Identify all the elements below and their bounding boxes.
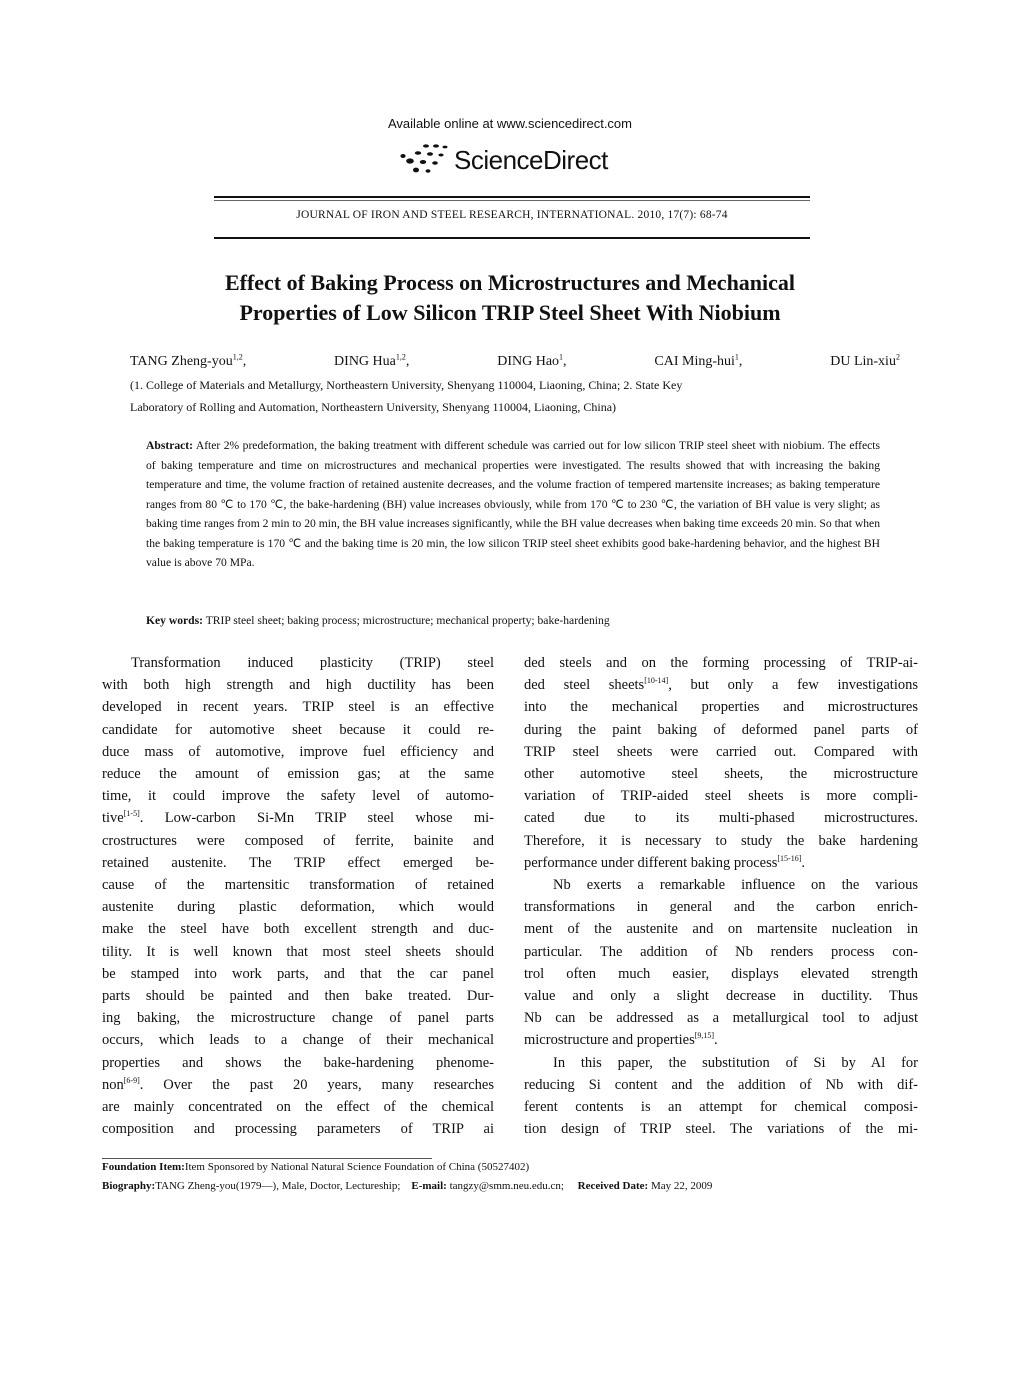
body-line	[524, 852, 918, 874]
body-line	[524, 1007, 918, 1029]
body-line	[102, 741, 494, 763]
body-text: .	[714, 1032, 718, 1049]
body-text: particular. The addition of Nb renders process con-	[524, 943, 918, 960]
author-3	[497, 354, 566, 370]
body-text: cated due to its multi-phased microstructures.	[524, 810, 918, 827]
body-text: reduce the amount of emission gas; at the same	[102, 766, 494, 783]
body-line	[524, 1074, 918, 1096]
body-line	[102, 941, 494, 963]
body-line	[524, 1052, 918, 1074]
body-text: are mainly concentrated on the effect of the chemical	[102, 1099, 494, 1116]
body-line	[524, 830, 918, 852]
body-text: austenite during plastic deformation, which would	[102, 899, 494, 916]
citation-ref: [10-14]	[644, 676, 669, 686]
body-line	[524, 785, 918, 807]
body-text: . Over the past 20 years, many researches	[139, 1076, 494, 1093]
keywords	[146, 614, 880, 627]
body-line	[102, 852, 494, 874]
body-text: properties and shows the bake-hardening phenome-	[102, 1054, 494, 1071]
body-text: candidate for automotive sheet because it could re-	[102, 721, 494, 738]
body-text: Nb exerts a remarkable influence on the various	[553, 877, 918, 894]
body-line	[524, 985, 918, 1007]
author-affiliation-mark: 1,2	[232, 352, 243, 362]
body-text: crostructures were composed of ferrite, bainite and	[102, 832, 494, 849]
body-line	[524, 963, 918, 985]
email-label: E-mail:	[411, 1180, 447, 1192]
body-line	[102, 985, 494, 1007]
body-text: . Low-carbon Si-Mn TRIP steel whose mi-	[139, 810, 494, 827]
body-text: make the steel have both excellent strength and duc-	[102, 921, 494, 938]
body-text: occurs, which leads to a change of their mechanical	[102, 1032, 494, 1049]
body-text: value and only a slight decrease in ductility. Thus	[524, 988, 918, 1005]
body-text: with both high strength and high ductility has been	[102, 677, 494, 694]
title-line-2: Properties of Low Silicon TRIP Steel Sheet With Niobium	[239, 300, 781, 325]
body-text: In this paper, the substitution of Si by Al for	[553, 1054, 918, 1071]
body-text: trol often much easier, displays elevated strength	[524, 965, 918, 982]
body-text: performance under different baking process	[524, 854, 778, 871]
body-text: ded steel sheets	[524, 677, 645, 694]
body-line	[102, 1052, 494, 1074]
body-line	[524, 763, 918, 785]
biography-text: TANG Zheng-you(1979—), Male, Doctor, Lectureship;	[155, 1180, 401, 1192]
body-text: tion design of TRIP steel. The variations of the mi-	[524, 1121, 918, 1138]
body-line	[102, 763, 494, 785]
affiliation-line-2: Laboratory of Rolling and Automation, Northeastern University, Shenyang 110004, Liaoning, China)	[130, 400, 617, 414]
body-line	[524, 918, 918, 940]
body-text: parts should be painted and then bake treated. Dur-	[102, 988, 494, 1005]
body-text: ment of the austenite and on martensite nucleation in	[524, 921, 918, 938]
body-text: other automotive steel sheets, the microstructure	[524, 766, 918, 783]
citation-ref: [1-5]	[123, 809, 140, 819]
body-line	[102, 696, 494, 718]
header-rule-top	[214, 196, 810, 198]
title-line-1: Effect of Baking Process on Microstructures and Mechanical	[224, 270, 796, 295]
body-text: ferent contents is an attempt for chemical composi-	[524, 1099, 918, 1116]
available-online-line: Available online at www.sciencedirect.com	[388, 116, 632, 131]
body-text: reducing Si content and the addition of Nb with dif-	[524, 1076, 918, 1093]
author-affiliation-mark: 2	[895, 352, 900, 362]
body-text: TRIP steel sheets were carried out. Compared with	[524, 743, 918, 760]
body-line	[524, 941, 918, 963]
body-text: transformations in general and the carbon enrich-	[524, 899, 918, 916]
sciencedirect-dots-icon	[396, 142, 452, 178]
body-line	[102, 674, 494, 696]
body-line	[524, 1096, 918, 1118]
body-line	[524, 896, 918, 918]
paper-title	[110, 268, 910, 328]
body-line	[102, 807, 494, 829]
body-column-left	[102, 652, 494, 1140]
body-line	[524, 874, 918, 896]
footnote-rule	[102, 1158, 432, 1159]
author-name: CAI Ming-hui	[654, 354, 735, 369]
body-text: ing baking, the microstructure change of panel parts	[102, 1010, 494, 1027]
body-text: ded steels and on the forming processing of TRIP-ai-	[524, 655, 918, 671]
author-name: DING Hao	[497, 354, 560, 369]
body-text: Therefore, it is necessary to study the bake hardening	[524, 832, 918, 849]
body-line	[102, 918, 494, 940]
body-text: .	[801, 854, 805, 871]
body-line	[524, 674, 918, 696]
body-line	[524, 1118, 918, 1140]
body-line	[524, 652, 918, 674]
author-affiliation-mark: 1,2	[395, 352, 406, 362]
body-text: time, it could improve the safety level of automo-	[102, 788, 494, 805]
sciencedirect-logo	[396, 140, 636, 184]
body-line	[102, 652, 494, 674]
author-name: DU Lin-xiu	[830, 354, 896, 369]
body-line	[102, 963, 494, 985]
body-text: duce mass of automotive, improve fuel efficiency and	[102, 743, 494, 760]
body-line	[102, 874, 494, 896]
body-text: , but only a few investigations	[668, 677, 918, 694]
footnote-biography	[102, 1180, 712, 1192]
author-2	[334, 354, 409, 370]
body-text: tive	[102, 810, 124, 827]
body-line	[524, 807, 918, 829]
body-text: retained austenite. The TRIP effect emerged be-	[102, 854, 494, 871]
footnote-foundation	[102, 1161, 529, 1173]
citation-ref: [15-16]	[777, 854, 802, 863]
abstract-text: After 2% predeformation, the baking treatment with different schedule was carried out for low silicon TRIP steel sheet with niobium. The effects of baking temperature and time on microstructures and mechanical properties were investigated. The results showed that with increasing the baking temperature and time, the volume fraction of retained austenite decreases, and the volume fraction of tempered martensite increases; as baking temperature ranges from 80 ℃ to 170 ℃, the bake-hardening (BH) value increases obviously, while from 170 ℃ to 230 ℃, the variation of BH value is very slight; as baking time ranges from 2 min to 20 min, the BH value increases significantly, while the BH value decreases when baking time exceeds 20 min. So that when the baking temperature is 170 ℃ and the baking time is 20 min, the low silicon TRIP steel sheet exhibits good bake-hardening behavior, and the highest BH value is above 70 MPa.	[146, 439, 880, 569]
header-rule-bottom	[214, 237, 810, 239]
author-name: DING Hua	[334, 354, 396, 369]
body-line	[102, 1029, 494, 1051]
author-separator: ,	[242, 354, 247, 369]
body-line	[102, 1096, 494, 1118]
author-separator: ,	[738, 354, 743, 369]
body-text: microstructure and properties	[524, 1032, 695, 1049]
citation-ref: [9,15]	[694, 1031, 715, 1041]
foundation-text: Item Sponsored by National Natural Science Foundation of China (50527402)	[184, 1161, 530, 1173]
author-affiliation-mark: 1	[734, 352, 739, 362]
received-text: May 22, 2009	[650, 1180, 713, 1192]
body-text: cause of the martensitic transformation of retained	[102, 877, 494, 894]
body-text: tility. It is well known that most steel sheets should	[102, 943, 494, 960]
author-1	[130, 354, 246, 370]
author-5	[830, 354, 900, 370]
affiliation-line-1: (1. College of Materials and Metallurgy, Northeastern University, Shenyang 110004, Liaoning, China; 2. State Key	[130, 378, 683, 392]
body-line	[102, 830, 494, 852]
keywords-label: Key words:	[146, 614, 203, 627]
body-line	[102, 896, 494, 918]
body-line	[102, 785, 494, 807]
author-4	[654, 354, 742, 370]
body-line	[524, 1029, 918, 1051]
abstract	[146, 436, 880, 573]
author-affiliation-mark: 1	[559, 352, 564, 362]
body-text: Nb can be addressed as a metallurgical tool to adjust	[524, 1010, 918, 1027]
foundation-label: Foundation Item:	[102, 1161, 185, 1173]
body-line	[102, 1007, 494, 1029]
email-text: tangzy@smm.neu.edu.cn;	[449, 1180, 564, 1192]
body-line	[102, 1118, 494, 1140]
journal-citation: JOURNAL OF IRON AND STEEL RESEARCH, INTERNATIONAL. 2010, 17(7): 68-74	[296, 209, 728, 221]
author-separator: ,	[405, 354, 410, 369]
body-text: into the mechanical properties and microstructures	[524, 699, 918, 716]
body-line	[102, 719, 494, 741]
author-name: TANG Zheng-you	[130, 354, 233, 369]
body-text: non	[102, 1076, 124, 1093]
body-column-right	[524, 652, 918, 1140]
abstract-label: Abstract:	[146, 439, 194, 452]
keywords-text: TRIP steel sheet; baking process; microstructure; mechanical property; bake-hardening	[203, 614, 610, 627]
body-line	[102, 1074, 494, 1096]
body-text: composition and processing parameters of TRIP ai	[102, 1121, 494, 1138]
body-line	[524, 696, 918, 718]
header-rule-top-thin	[214, 200, 810, 201]
body-text: variation of TRIP-aided steel sheets is more compli-	[524, 788, 918, 805]
body-text: during the paint baking of deformed panel parts of	[524, 721, 918, 738]
author-separator: ,	[563, 354, 567, 369]
citation-ref: [6-9]	[123, 1076, 140, 1086]
body-line	[524, 719, 918, 741]
body-line	[524, 741, 918, 763]
body-text: be stamped into work parts, and that the car panel	[102, 965, 494, 982]
received-label: Received Date:	[577, 1180, 649, 1192]
body-text: Transformation induced plasticity (TRIP) steel	[131, 655, 494, 671]
biography-label: Biography:	[102, 1180, 156, 1192]
author-list	[130, 354, 900, 370]
body-text: developed in recent years. TRIP steel is an effective	[102, 699, 494, 716]
sciencedirect-wordmark: ScienceDirect	[454, 145, 608, 175]
